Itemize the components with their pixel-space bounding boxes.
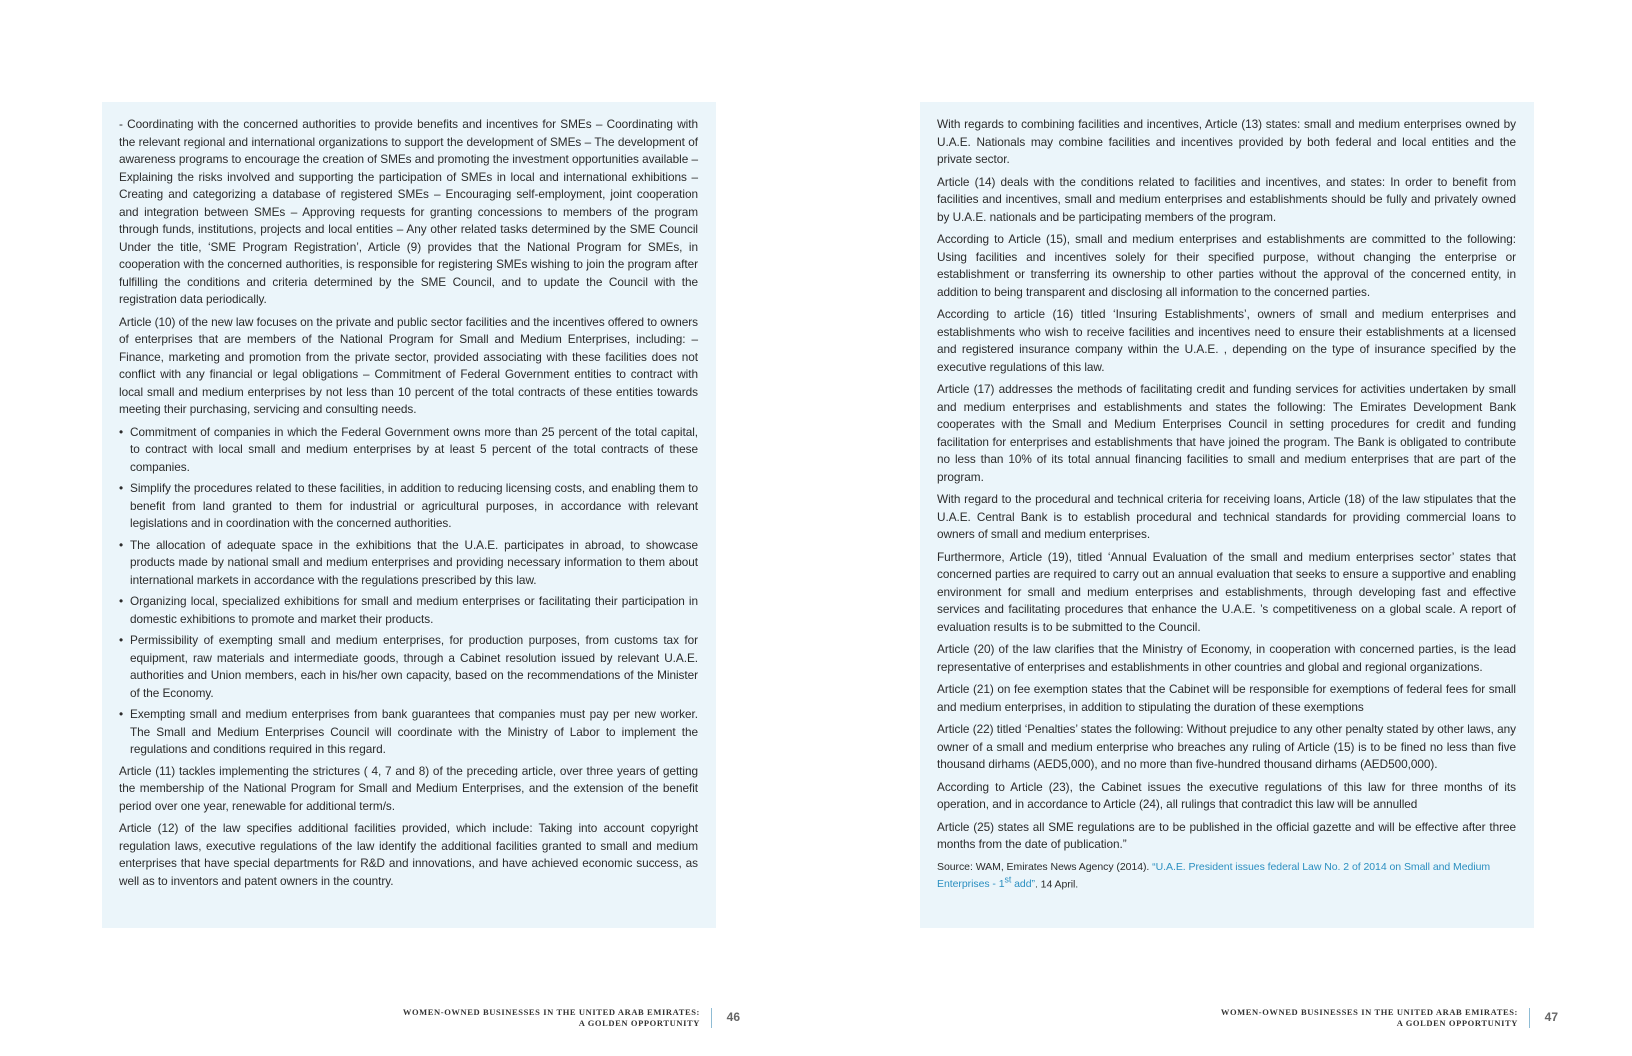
bullet-icon: • (119, 594, 124, 608)
footer-title-line2: A GOLDEN OPPORTUNITY (1396, 1018, 1518, 1028)
right-page-content-box (920, 102, 1534, 928)
paragraph: Article (11) tackles implementing the strictures ( 4, 7 and 8) of the preceding article, over three years of getting the membership of the National Program for Small and Medium Enterprises, and the extension of the benefit period over one year, renewable for additional term/s. (119, 763, 698, 813)
paragraph: Article (12) of the law specifies additional facilities provided, which include: Taking into account copyright regulation laws, executive regulations of the law identify the additional facilities granted to small and medium enterprises that have special departments for R&D and innovations, and have achieved economic success, as well as to inventors and patent owners in the country. (119, 821, 698, 888)
list-item-text: Exempting small and medium enterprises from bank guarantees that companies must pay per new worker. The Small and Medium Enterprises Council will coordinate with the Ministry of Labor to implement the regulations and conditions required in this regard. (130, 707, 698, 756)
paragraph: With regard to the procedural and technical criteria for receiving loans, Article (18) of the law stipulates that the U.A.E. Central Bank is to establish procedural and technical standards for providing commercial loans to owners of small and medium enterprises. (937, 492, 1516, 541)
paragraph: Article (20) of the law clarifies that the Ministry of Economy, in cooperation with concerned parties, is the lead representative of enterprises and establishments in other countries and global and regional organizations. (937, 642, 1516, 674)
paragraph: According to Article (15), small and medium enterprises and establishments are committed to the following: Using facilities and incentives solely for their specified purpose, without changing the enterprise or establishment or transferring its ownership to other parties without the approval of the concerned entity, in addition to being transparent and disclosing all information to the concerned parties. (937, 232, 1516, 299)
right-page-footer (1206, 1007, 1566, 1029)
list-item (119, 424, 698, 477)
source-link-end: add” (1011, 878, 1035, 890)
footer-title-line1: WOMEN-OWNED BUSINESSES IN THE UNITED ARAB EMIRATES: (1220, 1007, 1518, 1017)
page-number: 46 (726, 1010, 740, 1024)
source-link-text: “U.A.E. President issues federal Law No. 2 of 2014 on Small and Medium Enterprises - 1 (937, 860, 1491, 890)
bullet-icon: • (119, 481, 124, 495)
paragraph: Furthermore, Article (19), titled ‘Annual Evaluation of the small and medium enterprises sector’ states that concerned parties are required to carry out an annual evaluation that seeks to ensure a supportive and enabling environment for small and medium enterprises and establishments, through developing fast and effective services and facilitating procedures that enhance the U.A.E. ’s competitiveness on a global scale. A report of evaluation results is to be submitted to the Council. (937, 549, 1516, 634)
left-page-footer (388, 1007, 748, 1029)
footer-title-line2: A GOLDEN OPPORTUNITY (578, 1018, 700, 1028)
paragraph: According to article (16) titled ‘Insuring Establishments’, owners of small and medium enterprises and establishments who wish to receive facilities and incentives need to ensure their establishments at a licensed and registered insurance company within the U.A.E. , depending on the type of insurance specified by the executive regulations of this law. (937, 307, 1516, 374)
paragraph: According to Article (23), the Cabinet issues the executive regulations of this law for three months of its operation, and in accordance to Article (24), all rulings that contradict this law will be annulled (937, 779, 1516, 811)
paragraph: Article (22) titled ‘Penalties’ states the following: Without prejudice to any other penalty stated by other laws, any owner of a small and medium enterprise who breaches any ruling of Article (15) is to be fined no less than five thousand dirhams (AED5,000), and no more than five-hundred thousand dirhams (AED500,000). (937, 722, 1516, 771)
list-item-text: Commitment of companies in which the Federal Government owns more than 25 percent of the total capital, to contract with local small and medium enterprises by at least 5 percent of the total contracts of these companies. (130, 424, 698, 474)
list-item (119, 706, 698, 759)
left-page-content-box (102, 102, 716, 928)
paragraph: Article (14) deals with the conditions related to facilities and incentives, and states: In order to benefit from facilities and incentives, small and medium enterprises and establishments should be fully and privately owned by U.A.E. nationals and be participating members of the program. (937, 174, 1516, 224)
paragraph: With regards to combining facilities and incentives, Article (13) states: small and medium enterprises owned by U.A.E. Nationals may combine facilities and incentives provided by both federal and local entities and the private sector. (937, 117, 1516, 166)
bullet-icon: • (119, 633, 124, 647)
bullet-icon: • (119, 537, 124, 552)
paragraph: Article (17) addresses the methods of facilitating credit and funding services for activities undertaken by small and medium enterprises and establishments and states the following: The Emirates Development Bank cooperates with the Small and Medium Enterprises Council in setting procedures for credit and funding facilitation for enterprises and establishments that have joined the program. The Bank is obligated to contribute no less than 10% of its total annual financing facilities to small and medium enterprises that are part of the program. (937, 382, 1516, 484)
footer-title (403, 1007, 700, 1029)
list-item-text: Permissibility of exempting small and medium enterprises, for production purposes, from customs tax for equipment, raw materials and intermediate goods, through a Cabinet resolution issued by relevant U.A.E. authorities and Union members, each in his/her own capacity, based on the recommendations of the Minister of the Economy. (130, 633, 698, 700)
footer-divider (711, 1008, 712, 1028)
footer-divider (1529, 1008, 1530, 1028)
source-link-superscript: st (1004, 874, 1012, 885)
footer-title-line1: WOMEN-OWNED BUSINESSES IN THE UNITED ARAB EMIRATES: (402, 1007, 700, 1017)
bullet-list (119, 424, 698, 759)
list-item (119, 632, 698, 702)
paragraph: - Coordinating with the concerned authorities to provide benefits and incentives for SMEs – Coordinating with the relevant regional and international organizations to support the development of SMEs – The development of awareness programs to encourage the creation of SMEs and promoting the investment opportunities available – Explaining the risks involved and supporting the participation of SMEs in local and international exhibitions – Creating and categorizing a database of registered SMEs – Encouraging self-employment, joint cooperation and integration between SMEs – Approving requests for granting concessions to members of the program through funds, institutions, projects and local entities – Any other related tasks determined by the SME Council Under the title, ‘SME Program Registration’, Article (9) provides that the National Program for SMEs, in cooperation with the concerned authorities, is responsible for registering SMEs wishing to join the program after fulfilling the conditions and criteria determined by the SME Council, and to update the Council with the registration data periodically. (119, 117, 698, 306)
list-item (119, 480, 698, 533)
paragraph: Article (21) on fee exemption states that the Cabinet will be responsible for exemptions of federal fees for small and medium enterprises, in addition to stipulating the duration of these exemptions (937, 682, 1516, 714)
list-item (119, 593, 698, 628)
list-item-text: Simplify the procedures related to these facilities, in addition to reducing licensing costs, and enabling them to benefit from land granted to them for industrial or agricultural purposes, in accordance with relevant legislations and in coordination with the concerned authorities. (130, 481, 698, 530)
bullet-icon: • (119, 424, 124, 439)
list-item-text: The allocation of adequate space in the exhibitions that the U.A.E. participates in abroad, to showcase products made by national small and medium enterprises and providing necessary information to them about international markets in accordance with the regulations prescribed by this law. (130, 537, 698, 587)
list-item (119, 537, 698, 590)
page-number: 47 (1544, 1010, 1558, 1024)
source-citation (937, 861, 1516, 892)
paragraph: Article (10) of the new law focuses on the private and public sector facilities and the incentives offered to owners of enterprises that are members of the National Program for Small and Medium Enterprises, including: – Finance, marketing and promotion from the private sector, provided associating with these facilities does not conflict with any financial or legal obligations – Commitment of Federal Government entities to contract with local small and medium enterprises by not less than 10 percent of the total contracts of these entities towards meeting their purchasing, servicing and consulting needs. (119, 314, 698, 416)
bullet-icon: • (119, 707, 124, 721)
footer-title (1221, 1007, 1518, 1029)
source-prefix: Source: WAM, Emirates News Agency (2014). (937, 860, 1153, 873)
list-item-text: Organizing local, specialized exhibitions for small and medium enterprises or facilitating their participation in domestic exhibitions to promote and market their products. (130, 594, 698, 626)
paragraph: Article (25) states all SME regulations are to be published in the official gazette and will be effective after three months from the date of publication.” (937, 819, 1516, 851)
source-suffix: . 14 April. (1034, 878, 1079, 890)
